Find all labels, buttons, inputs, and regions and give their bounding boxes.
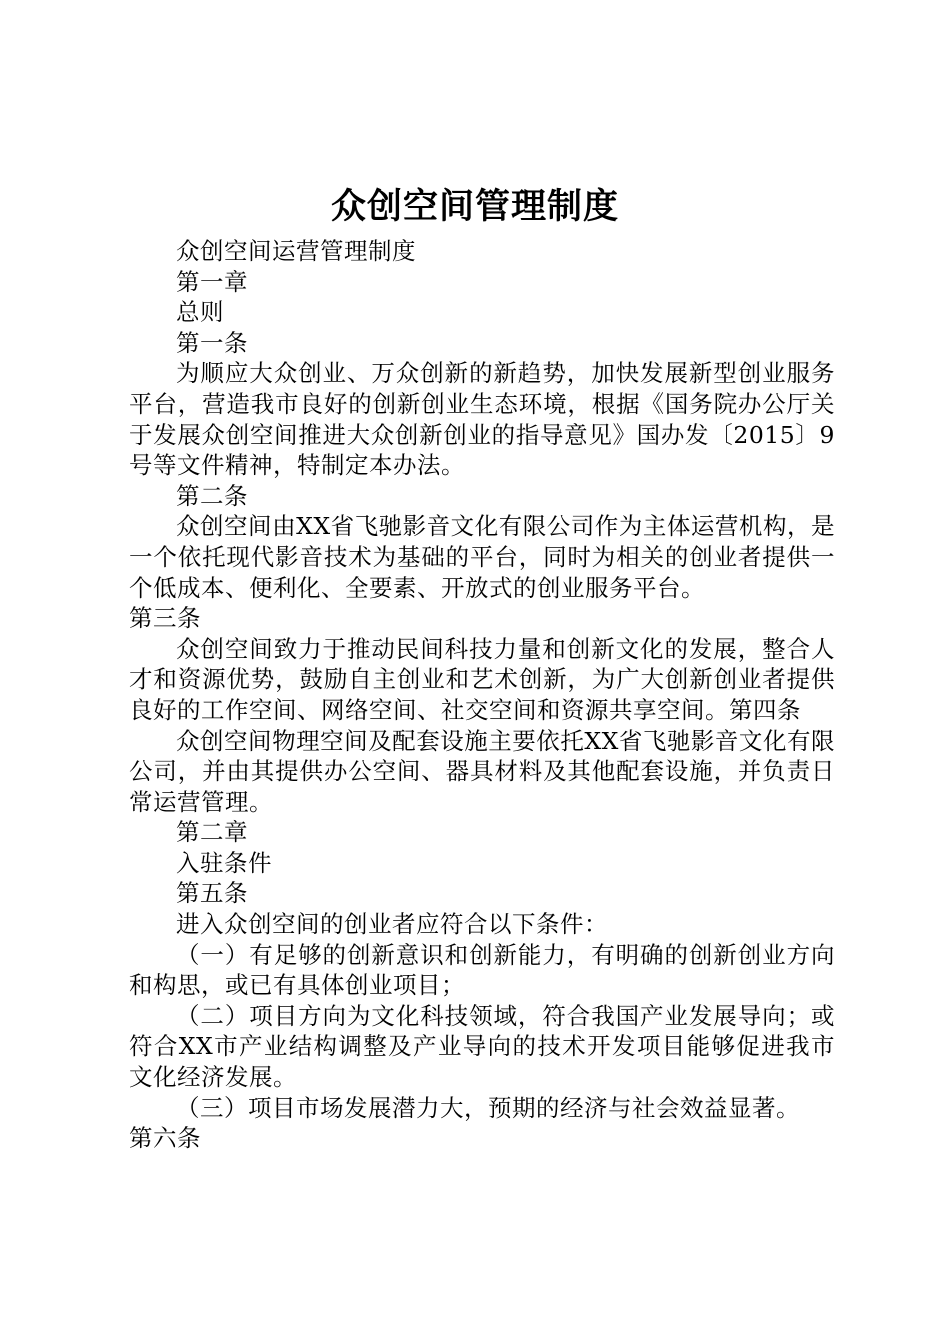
article-body: 众创空间致力于推动民间科技力量和创新文化的发展，整合人才和资源优势，鼓励自主创业和艺术创新，为广大创新创业者提供良好的工作空间、网络空间、社交空间和资源共享空间。第四条 <box>129 634 835 724</box>
paragraph-subtitle: 众创空间运营管理制度 <box>176 237 416 265</box>
chapter-title: 入驻条件 <box>176 848 272 877</box>
article-heading: 第二条 <box>176 481 248 510</box>
article-body: 众创空间由XX省飞驰影音文化有限公司作为主体运营机构，是一个依托现代影音技术为基础的平台，同时为相关的创业者提供一个低成本、便利化、全要素、开放式的创业服务平台。 <box>129 512 835 602</box>
article-body: 为顺应大众创业、万众创新的新趋势，加快发展新型创业服务平台，营造我市良好的创新创业生态环境，根据《国务院办公厅关于发展众创空间推进大众创新创业的指导意见》国办发〔2015〕9号等文件精神，特制定本办法。 <box>129 359 835 480</box>
chapter-heading: 第二章 <box>176 818 248 847</box>
article-heading: 第三条 <box>129 604 201 633</box>
list-item: （三）项目市场发展潜力大，预期的经济与社会效益显著。 <box>176 1093 800 1122</box>
article-body: 进入众创空间的创业者应符合以下条件： <box>176 910 608 939</box>
article-heading: 第六条 <box>129 1124 201 1153</box>
document-body <box>129 236 835 1154</box>
chapter-heading: 第一章 <box>176 267 248 296</box>
chapter-title: 总则 <box>176 298 224 327</box>
article-body: 众创空间物理空间及配套设施主要依托XX省飞驰影音文化有限公司，并由其提供办公空间、器具材料及其他配套设施，并负责日常运营管理。 <box>129 726 835 816</box>
list-item: （一）有足够的创新意识和创新能力，有明确的创新创业方向和构思，或已有具体创业项目； <box>129 940 835 1000</box>
document-title: 众创空间管理制度 <box>330 186 619 227</box>
article-heading: 第五条 <box>176 879 248 908</box>
article-heading: 第一条 <box>176 328 248 357</box>
list-item: （二）项目方向为文化科技领域，符合我国产业发展导向；或符合XX市产业结构调整及产业导向的技术开发项目能够促进我市文化经济发展。 <box>129 1001 835 1092</box>
